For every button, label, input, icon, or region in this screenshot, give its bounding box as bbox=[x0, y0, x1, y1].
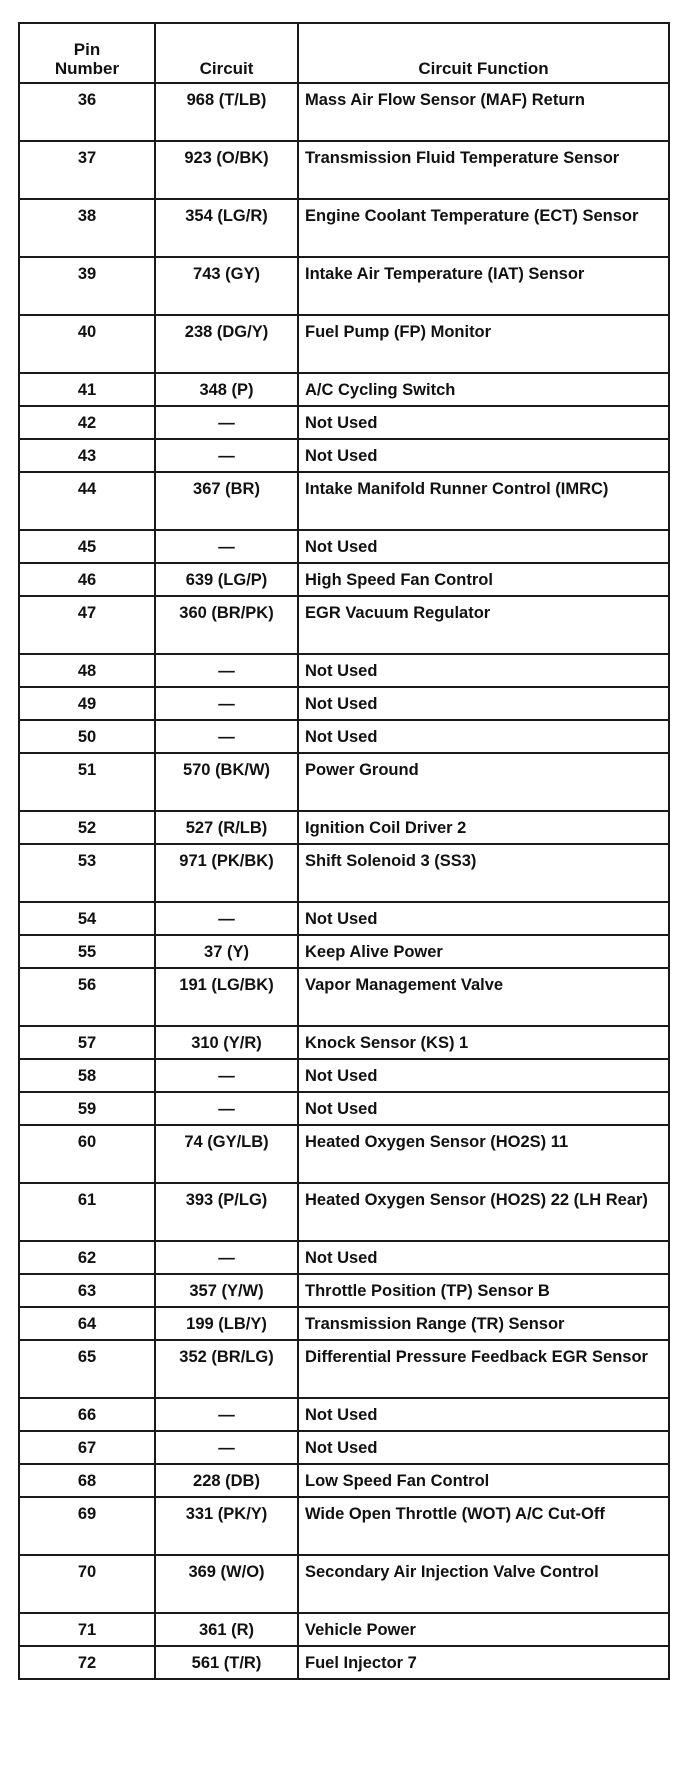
function-cell: Engine Coolant Temperature (ECT) Sensor bbox=[298, 199, 669, 257]
pin-cell: 61 bbox=[19, 1183, 155, 1241]
function-cell: Not Used bbox=[298, 654, 669, 687]
circuit-cell bbox=[155, 530, 298, 563]
table-row bbox=[19, 1241, 669, 1274]
table-row bbox=[19, 1464, 669, 1497]
table-row bbox=[19, 439, 669, 472]
pin-cell: 62 bbox=[19, 1241, 155, 1274]
circuit-value: 331 (PK/Y) bbox=[185, 1505, 268, 1523]
table-row bbox=[19, 1340, 669, 1398]
circuit-cell bbox=[155, 257, 298, 315]
pin-cell: 39 bbox=[19, 257, 155, 315]
pin-cell: 45 bbox=[19, 530, 155, 563]
pin-cell: 70 bbox=[19, 1555, 155, 1613]
pin-cell: 57 bbox=[19, 1026, 155, 1059]
circuit-value: — bbox=[218, 538, 235, 556]
circuit-value: — bbox=[218, 910, 235, 928]
circuit-value: — bbox=[218, 414, 235, 432]
table-row bbox=[19, 968, 669, 1026]
circuit-cell bbox=[155, 1059, 298, 1092]
circuit-value: 352 (BR/LG) bbox=[179, 1348, 274, 1366]
circuit-value: 74 (GY/LB) bbox=[184, 1133, 269, 1151]
pin-cell: 40 bbox=[19, 315, 155, 373]
pin-cell: 49 bbox=[19, 687, 155, 720]
circuit-cell bbox=[155, 811, 298, 844]
circuit-cell bbox=[155, 1431, 298, 1464]
function-cell: Vehicle Power bbox=[298, 1613, 669, 1646]
table-row bbox=[19, 373, 669, 406]
table-row bbox=[19, 1646, 669, 1679]
table-row bbox=[19, 902, 669, 935]
pin-cell: 46 bbox=[19, 563, 155, 596]
header-pin-line2: Number bbox=[54, 59, 120, 78]
function-cell: Intake Manifold Runner Control (IMRC) bbox=[298, 472, 669, 530]
circuit-value: 367 (BR) bbox=[193, 480, 260, 498]
function-cell: Shift Solenoid 3 (SS3) bbox=[298, 844, 669, 902]
function-cell: A/C Cycling Switch bbox=[298, 373, 669, 406]
pin-cell: 53 bbox=[19, 844, 155, 902]
circuit-value: — bbox=[218, 1100, 235, 1118]
pin-cell: 44 bbox=[19, 472, 155, 530]
circuit-cell bbox=[155, 439, 298, 472]
table-row bbox=[19, 654, 669, 687]
circuit-cell bbox=[155, 720, 298, 753]
circuit-value: 238 (DG/Y) bbox=[184, 323, 269, 341]
function-cell: Not Used bbox=[298, 530, 669, 563]
function-cell: Not Used bbox=[298, 720, 669, 753]
pin-cell: 65 bbox=[19, 1340, 155, 1398]
pin-cell: 41 bbox=[19, 373, 155, 406]
table-row bbox=[19, 935, 669, 968]
circuit-value: 743 (GY) bbox=[193, 265, 260, 283]
table-header-row bbox=[19, 23, 669, 83]
circuit-cell bbox=[155, 406, 298, 439]
pin-cell: 71 bbox=[19, 1613, 155, 1646]
circuit-value: 527 (R/LB) bbox=[185, 819, 268, 837]
function-cell: Secondary Air Injection Valve Control bbox=[298, 1555, 669, 1613]
pin-cell: 59 bbox=[19, 1092, 155, 1125]
pin-cell: 58 bbox=[19, 1059, 155, 1092]
circuit-value: — bbox=[218, 728, 235, 746]
function-cell: Heated Oxygen Sensor (HO2S) 11 bbox=[298, 1125, 669, 1183]
function-cell: Not Used bbox=[298, 1241, 669, 1274]
circuit-value: 348 (P) bbox=[199, 381, 254, 399]
circuit-cell bbox=[155, 1646, 298, 1679]
pin-cell: 69 bbox=[19, 1497, 155, 1555]
table-row bbox=[19, 406, 669, 439]
pin-cell: 37 bbox=[19, 141, 155, 199]
function-cell: Keep Alive Power bbox=[298, 935, 669, 968]
circuit-cell bbox=[155, 83, 298, 141]
table-row bbox=[19, 1026, 669, 1059]
circuit-cell bbox=[155, 315, 298, 373]
function-cell: Transmission Range (TR) Sensor bbox=[298, 1307, 669, 1340]
function-cell: Fuel Pump (FP) Monitor bbox=[298, 315, 669, 373]
pin-cell: 55 bbox=[19, 935, 155, 968]
circuit-value: 968 (T/LB) bbox=[186, 91, 267, 109]
pin-cell: 63 bbox=[19, 1274, 155, 1307]
function-cell: Not Used bbox=[298, 1431, 669, 1464]
circuit-value: 369 (W/O) bbox=[188, 1563, 265, 1581]
function-cell: Not Used bbox=[298, 687, 669, 720]
circuit-value: 357 (Y/W) bbox=[189, 1282, 264, 1300]
function-cell: Differential Pressure Feedback EGR Sensor bbox=[298, 1340, 669, 1398]
circuit-cell bbox=[155, 1340, 298, 1398]
circuit-value: 228 (DB) bbox=[193, 1472, 260, 1490]
pin-table-sheet bbox=[18, 22, 668, 1680]
pin-cell: 51 bbox=[19, 753, 155, 811]
function-cell: Wide Open Throttle (WOT) A/C Cut-Off bbox=[298, 1497, 669, 1555]
circuit-cell bbox=[155, 563, 298, 596]
function-cell: Ignition Coil Driver 2 bbox=[298, 811, 669, 844]
table-row bbox=[19, 141, 669, 199]
pin-cell: 42 bbox=[19, 406, 155, 439]
pin-cell: 60 bbox=[19, 1125, 155, 1183]
table-row bbox=[19, 1613, 669, 1646]
function-cell: Not Used bbox=[298, 406, 669, 439]
table-row bbox=[19, 1125, 669, 1183]
circuit-cell bbox=[155, 968, 298, 1026]
circuit-value: — bbox=[218, 1067, 235, 1085]
circuit-value: 191 (LG/BK) bbox=[179, 976, 274, 994]
circuit-value: — bbox=[218, 695, 235, 713]
pin-circuit-table bbox=[18, 22, 670, 1680]
table-row bbox=[19, 1274, 669, 1307]
pin-cell: 68 bbox=[19, 1464, 155, 1497]
pin-cell: 47 bbox=[19, 596, 155, 654]
table-row bbox=[19, 199, 669, 257]
table-row bbox=[19, 1398, 669, 1431]
function-cell: Not Used bbox=[298, 902, 669, 935]
circuit-cell bbox=[155, 1092, 298, 1125]
table-row bbox=[19, 1307, 669, 1340]
table-row bbox=[19, 83, 669, 141]
pin-cell: 56 bbox=[19, 968, 155, 1026]
header-circuit-function: Circuit Function bbox=[298, 23, 669, 83]
circuit-value: — bbox=[218, 447, 235, 465]
circuit-cell bbox=[155, 935, 298, 968]
function-cell: Low Speed Fan Control bbox=[298, 1464, 669, 1497]
table-row bbox=[19, 1059, 669, 1092]
circuit-value: 37 (Y) bbox=[204, 943, 249, 961]
circuit-value: — bbox=[218, 1406, 235, 1424]
circuit-cell bbox=[155, 1125, 298, 1183]
function-cell: Not Used bbox=[298, 1398, 669, 1431]
circuit-cell bbox=[155, 1026, 298, 1059]
table-row bbox=[19, 1183, 669, 1241]
pin-cell: 72 bbox=[19, 1646, 155, 1679]
circuit-cell bbox=[155, 1555, 298, 1613]
pin-cell: 43 bbox=[19, 439, 155, 472]
function-cell: Vapor Management Valve bbox=[298, 968, 669, 1026]
pin-cell: 64 bbox=[19, 1307, 155, 1340]
circuit-value: 639 (LG/P) bbox=[185, 571, 268, 589]
circuit-cell bbox=[155, 1183, 298, 1241]
circuit-cell bbox=[155, 1241, 298, 1274]
table-row bbox=[19, 315, 669, 373]
circuit-cell bbox=[155, 1274, 298, 1307]
function-cell: Transmission Fluid Temperature Sensor bbox=[298, 141, 669, 199]
function-cell: Knock Sensor (KS) 1 bbox=[298, 1026, 669, 1059]
circuit-value: 570 (BK/W) bbox=[182, 761, 271, 779]
table-row bbox=[19, 563, 669, 596]
circuit-value: 393 (P/LG) bbox=[185, 1191, 268, 1209]
function-cell: Fuel Injector 7 bbox=[298, 1646, 669, 1679]
circuit-value: — bbox=[218, 1249, 235, 1267]
table-row bbox=[19, 596, 669, 654]
function-cell: Not Used bbox=[298, 1059, 669, 1092]
circuit-value: 310 (Y/R) bbox=[191, 1034, 262, 1052]
circuit-cell bbox=[155, 472, 298, 530]
pin-cell: 36 bbox=[19, 83, 155, 141]
table-row bbox=[19, 844, 669, 902]
function-cell: Mass Air Flow Sensor (MAF) Return bbox=[298, 83, 669, 141]
circuit-cell bbox=[155, 1398, 298, 1431]
circuit-cell bbox=[155, 373, 298, 406]
circuit-cell bbox=[155, 1464, 298, 1497]
table-row bbox=[19, 1431, 669, 1464]
circuit-value: 923 (O/BK) bbox=[184, 149, 269, 167]
circuit-cell bbox=[155, 687, 298, 720]
table-row bbox=[19, 1092, 669, 1125]
function-cell: Heated Oxygen Sensor (HO2S) 22 (LH Rear) bbox=[298, 1183, 669, 1241]
header-circuit: Circuit bbox=[155, 23, 298, 83]
function-cell: Not Used bbox=[298, 1092, 669, 1125]
circuit-value: 561 (T/R) bbox=[191, 1654, 262, 1672]
table-row bbox=[19, 753, 669, 811]
table-row bbox=[19, 257, 669, 315]
circuit-value: — bbox=[218, 1439, 235, 1457]
table-row bbox=[19, 687, 669, 720]
function-cell: Not Used bbox=[298, 439, 669, 472]
header-pin-line1: Pin bbox=[73, 40, 101, 59]
circuit-value: 199 (LB/Y) bbox=[186, 1315, 267, 1333]
circuit-cell bbox=[155, 1613, 298, 1646]
circuit-cell bbox=[155, 753, 298, 811]
circuit-cell bbox=[155, 1497, 298, 1555]
pin-cell: 48 bbox=[19, 654, 155, 687]
table-row bbox=[19, 472, 669, 530]
function-cell: Intake Air Temperature (IAT) Sensor bbox=[298, 257, 669, 315]
circuit-value: 354 (LG/R) bbox=[185, 207, 268, 225]
table-row bbox=[19, 1555, 669, 1613]
circuit-cell bbox=[155, 199, 298, 257]
function-cell: Power Ground bbox=[298, 753, 669, 811]
circuit-value: 971 (PK/BK) bbox=[179, 852, 274, 870]
circuit-cell bbox=[155, 902, 298, 935]
table-row bbox=[19, 1497, 669, 1555]
circuit-value: 360 (BR/PK) bbox=[179, 604, 274, 622]
table-row bbox=[19, 811, 669, 844]
pin-cell: 67 bbox=[19, 1431, 155, 1464]
circuit-cell bbox=[155, 596, 298, 654]
circuit-cell bbox=[155, 1307, 298, 1340]
pin-cell: 66 bbox=[19, 1398, 155, 1431]
function-cell: Throttle Position (TP) Sensor B bbox=[298, 1274, 669, 1307]
table-row bbox=[19, 530, 669, 563]
circuit-cell bbox=[155, 654, 298, 687]
function-cell: High Speed Fan Control bbox=[298, 563, 669, 596]
circuit-value: 361 (R) bbox=[198, 1621, 255, 1639]
header-pin-number bbox=[19, 23, 155, 83]
circuit-cell bbox=[155, 844, 298, 902]
pin-cell: 50 bbox=[19, 720, 155, 753]
pin-cell: 54 bbox=[19, 902, 155, 935]
circuit-value: — bbox=[218, 662, 235, 680]
pin-cell: 38 bbox=[19, 199, 155, 257]
circuit-cell bbox=[155, 141, 298, 199]
table-row bbox=[19, 720, 669, 753]
function-cell: EGR Vacuum Regulator bbox=[298, 596, 669, 654]
pin-cell: 52 bbox=[19, 811, 155, 844]
table-body bbox=[19, 83, 669, 1679]
